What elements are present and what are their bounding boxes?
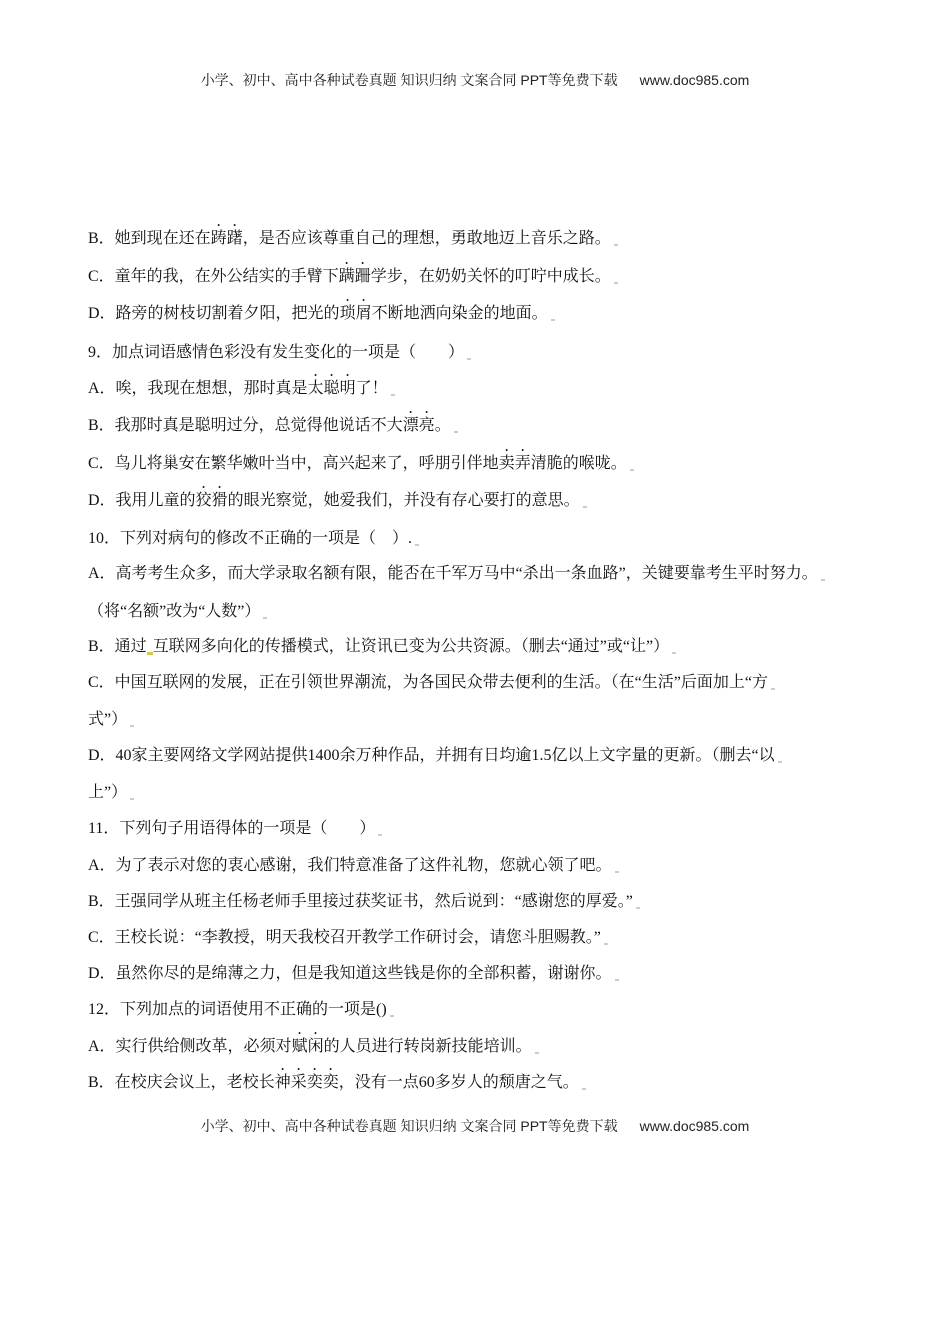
- line-text: B．通过: [88, 638, 147, 655]
- line-text: 。: [434, 417, 451, 434]
- line-text: 10．下列对病句的修改不正确的一项是（ ）.: [88, 530, 413, 547]
- header-url[interactable]: www.doc985.com: [639, 72, 750, 88]
- line-text: A．唉，我现在想想，那时真是: [88, 380, 308, 397]
- text-line: [88, 446, 634, 474]
- line-text: ，没有一点60多岁人的颓唐之气。: [338, 1074, 579, 1091]
- line-text: 了！: [355, 380, 388, 397]
- text-line: [88, 738, 782, 766]
- text-line: [88, 629, 676, 657]
- text-line: [88, 848, 619, 876]
- line-text: A．为了表示对您的衷心感谢，我们特意准备了这件礼物，您就心领了吧。: [88, 857, 612, 874]
- line-text: A．实行供给侧改革，必须对: [88, 1038, 292, 1055]
- text-line: [88, 296, 555, 324]
- page-footer: [0, 1116, 950, 1136]
- text-line: [88, 1065, 586, 1093]
- text-line: [88, 884, 640, 912]
- text-line: [88, 920, 608, 948]
- emphasized-word: 踌躇: [210, 230, 243, 247]
- paragraph-mark: [390, 1015, 394, 1017]
- line-text: 不断地洒向染金的地面。: [371, 305, 548, 322]
- text-line: [88, 775, 134, 803]
- paragraph-mark: [378, 834, 382, 836]
- emphasized-word: 琐屑: [339, 305, 372, 322]
- paragraph-mark: [583, 506, 587, 508]
- line-text: 式”）: [88, 711, 128, 728]
- emphasized-word: 卖弄: [498, 455, 531, 472]
- line-text: B．在校庆会议上，老校长: [88, 1074, 275, 1091]
- line-text: 11．下列句子用语得体的一项是（ ）: [88, 820, 376, 837]
- paragraph-mark: [415, 544, 419, 546]
- emphasized-word: 漂亮: [402, 417, 435, 434]
- line-text: 9．加点词语感情色彩没有发生变化的一项是（ ）: [88, 344, 465, 361]
- text-line: [88, 521, 419, 549]
- text-line: [88, 702, 134, 730]
- text-line: [88, 594, 267, 622]
- line-text: B．我那时真是聪明过分，总觉得他说话不大: [88, 417, 403, 434]
- text-line: [88, 259, 618, 287]
- paragraph-mark: [615, 871, 619, 873]
- paragraph-mark: [636, 907, 640, 909]
- line-text: C．童年的我，在外公结实的手臂下: [88, 268, 339, 285]
- footer-url[interactable]: www.doc985.com: [639, 1118, 750, 1134]
- line-text: C．鸟儿将巢安在繁华嫩叶当中，高兴起来了，呼朋引伴地: [88, 455, 499, 472]
- line-text: ，是否应该尊重自己的理想，勇敢地迈上音乐之路。: [242, 230, 611, 247]
- paragraph-mark: [130, 725, 134, 727]
- line-text: B．王强同学从班主任杨老师手里接过获奖证书，然后说到：“感谢您的厚爱。”: [88, 893, 633, 910]
- line-text: D．40家主要网络文学网站提供1400余万种作品，并拥有日均逾1.5亿以上文字量的更新。（删去“以: [88, 747, 775, 764]
- paragraph-mark: [630, 469, 634, 471]
- paragraph-mark: [582, 1088, 586, 1090]
- paragraph-mark: [615, 979, 619, 981]
- paragraph-mark: [391, 394, 395, 396]
- paragraph-mark: [551, 319, 555, 321]
- paragraph-mark: [614, 244, 618, 246]
- paragraph-mark: [263, 617, 267, 619]
- paragraph-mark: [672, 652, 676, 654]
- line-text: 清脆的喉咙。: [530, 455, 627, 472]
- text-line: [88, 556, 825, 584]
- emphasized-word: 神采奕奕: [274, 1074, 339, 1091]
- line-text: 的眼光察觉，她爱我们，并没有存心要打的意思。: [227, 492, 580, 509]
- text-line: [88, 335, 471, 363]
- line-text: D．虽然你尽的是绵薄之力，但是我知道这些钱是你的全部积蓄，谢谢你。: [88, 965, 612, 982]
- emphasized-word: 蹒跚: [338, 268, 371, 285]
- line-text: A．高考考生众多，而大学录取名额有限，能否在千军万马中“杀出一条血路”，关键要靠考生平时努力。: [88, 565, 818, 582]
- line-text: （将“名额”改为“人数”）: [88, 603, 261, 620]
- text-line: [88, 665, 775, 693]
- line-text: 学步，在奶奶关怀的叮咛中成长。: [370, 268, 611, 285]
- line-text: 的人员进行转岗新技能培训。: [323, 1038, 532, 1055]
- line-text: 上”）: [88, 784, 128, 801]
- text-line: [88, 956, 619, 984]
- paragraph-mark: [467, 358, 471, 360]
- text-line: [88, 1029, 539, 1057]
- paragraph-mark: [130, 798, 134, 800]
- text-line: [88, 992, 394, 1020]
- paragraph-mark: [778, 761, 782, 763]
- paragraph-mark: [604, 943, 608, 945]
- text-line: [88, 371, 395, 399]
- emphasized-word: 赋闲: [291, 1038, 324, 1055]
- page-header: [0, 70, 950, 90]
- line-text: 12．下列加点的词语使用不正确的一项是(): [88, 1001, 387, 1018]
- paragraph-mark: [771, 688, 775, 690]
- line-text: D．我用儿童的: [88, 492, 196, 509]
- text-line: [88, 221, 618, 249]
- paragraph-mark: [535, 1052, 539, 1054]
- line-text: B．她到现在还在: [88, 230, 211, 247]
- line-text: 互联网多向化的传播模式，让资讯已变为公共资源。（删去“通过”或“让”）: [152, 638, 670, 655]
- text-line: [88, 408, 458, 436]
- text-line: [88, 811, 382, 839]
- emphasized-word: 太聪明: [307, 380, 356, 397]
- header-text: 小学、初中、高中各种试卷真题 知识归纳 文案合同 PPT等免费下载: [200, 72, 618, 88]
- footer-text: 小学、初中、高中各种试卷真题 知识归纳 文案合同 PPT等免费下载: [200, 1118, 618, 1134]
- line-text: D．路旁的树枝切割着夕阳，把光的: [88, 305, 340, 322]
- paragraph-mark: [454, 431, 458, 433]
- paragraph-mark: [614, 282, 618, 284]
- emphasized-word: 狡猾: [195, 492, 228, 509]
- line-text: C．中国互联网的发展，正在引领世界潮流，为各国民众带去便利的生活。（在“生活”后面加上“方: [88, 674, 768, 691]
- paragraph-mark: [821, 579, 825, 581]
- line-text: C．王校长说：“李教授，明天我校召开教学工作研讨会，请您斗胆赐教。”: [88, 929, 601, 946]
- text-line: [88, 483, 587, 511]
